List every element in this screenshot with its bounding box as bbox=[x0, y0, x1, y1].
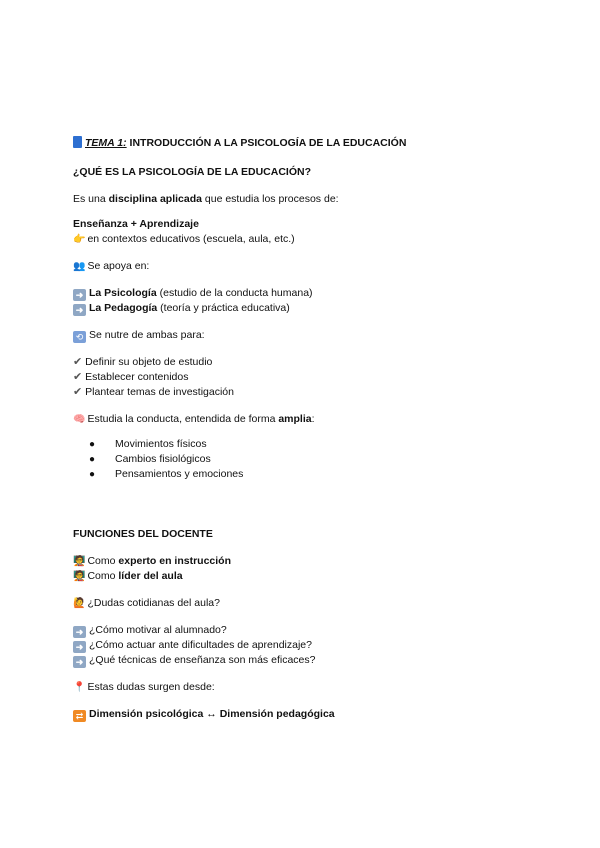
experto-item: 🧑‍🏫 Como experto en instrucción bbox=[73, 555, 231, 567]
apoya-text: 👥 Se apoya en: bbox=[73, 260, 150, 272]
checkmark-icon: ✔ bbox=[73, 371, 83, 383]
psicologia-item: ➜ La Psicología (estudio de la conducta humana) bbox=[73, 286, 543, 301]
right-arrow-icon: ➜ bbox=[73, 626, 86, 638]
question-item: ➜ ¿Cómo motivar al alumnado? bbox=[73, 623, 543, 638]
surgen-text: 📍 Estas dudas surgen desde: bbox=[73, 681, 215, 693]
conducta-text: 🧠 Estudia la conducta, entendida de forma amplia: bbox=[73, 413, 315, 425]
check-item: ✔ Definir su objeto de estudio bbox=[73, 356, 213, 368]
dimension-text: ⇄ Dimensión psicológica ↔ Dimensión pedagógica bbox=[73, 707, 543, 722]
right-arrow-icon: ➜ bbox=[73, 656, 86, 668]
check-item: ✔ Establecer contenidos bbox=[73, 371, 189, 383]
processes-text: Enseñanza + Aprendizaje bbox=[73, 218, 199, 230]
list-item: ● Movimientos físicos bbox=[89, 438, 207, 450]
document bbox=[73, 136, 543, 722]
section-heading-que-es: ¿QUÉ ES LA PSICOLOGÍA DE LA EDUCACIÓN? bbox=[73, 166, 312, 178]
question-item: ➜ ¿Cómo actuar ante dificultades de aprendizaje? bbox=[73, 638, 543, 653]
right-arrow-icon: ➜ bbox=[73, 641, 86, 653]
intro-text: Es una disciplina aplicada que estudia los procesos de: bbox=[73, 193, 339, 205]
checkmark-icon: ✔ bbox=[73, 386, 83, 398]
check-item: ✔ Plantear temas de investigación bbox=[73, 386, 234, 398]
page-title: TEMA 1: INTRODUCCIÓN A LA PSICOLOGÍA DE LA EDUCACIÓN bbox=[73, 136, 543, 151]
list-item: ● Pensamientos y emociones bbox=[89, 468, 244, 480]
raising-hand-icon: 🙋 bbox=[73, 598, 86, 609]
book-icon bbox=[73, 136, 82, 148]
brain-icon: 🧠 bbox=[73, 414, 86, 425]
pin-icon: 📍 bbox=[73, 682, 86, 693]
pedagogia-item: ➜ La Pedagogía (teoría y práctica educativa) bbox=[73, 301, 543, 316]
question-item: ➜ ¿Qué técnicas de enseñanza son más eficaces? bbox=[73, 653, 543, 668]
refresh-icon: ⟲ bbox=[73, 331, 86, 343]
teacher-icon: 🧑‍🏫 bbox=[73, 571, 86, 582]
checkmark-icon: ✔ bbox=[73, 356, 83, 368]
lider-item: 🧑‍🏫 Como líder del aula bbox=[73, 570, 183, 582]
right-arrow-icon: ➜ bbox=[73, 289, 86, 301]
dudas-text: 🙋 ¿Dudas cotidianas del aula? bbox=[73, 597, 220, 609]
pointing-hand-icon: 👉 bbox=[73, 234, 86, 245]
contexts-text: 👉 en contextos educativos (escuela, aula, etc.) bbox=[73, 233, 295, 245]
teacher-icon: 🧑‍🏫 bbox=[73, 556, 86, 567]
section-heading-funciones: FUNCIONES DEL DOCENTE bbox=[73, 528, 213, 540]
right-arrow-icon: ➜ bbox=[73, 304, 86, 316]
list-item: ● Cambios fisiológicos bbox=[89, 453, 211, 465]
nutre-text: ⟲ Se nutre de ambas para: bbox=[73, 328, 543, 343]
people-icon: 👥 bbox=[73, 261, 86, 272]
repeat-icon: ⇄ bbox=[73, 710, 86, 722]
